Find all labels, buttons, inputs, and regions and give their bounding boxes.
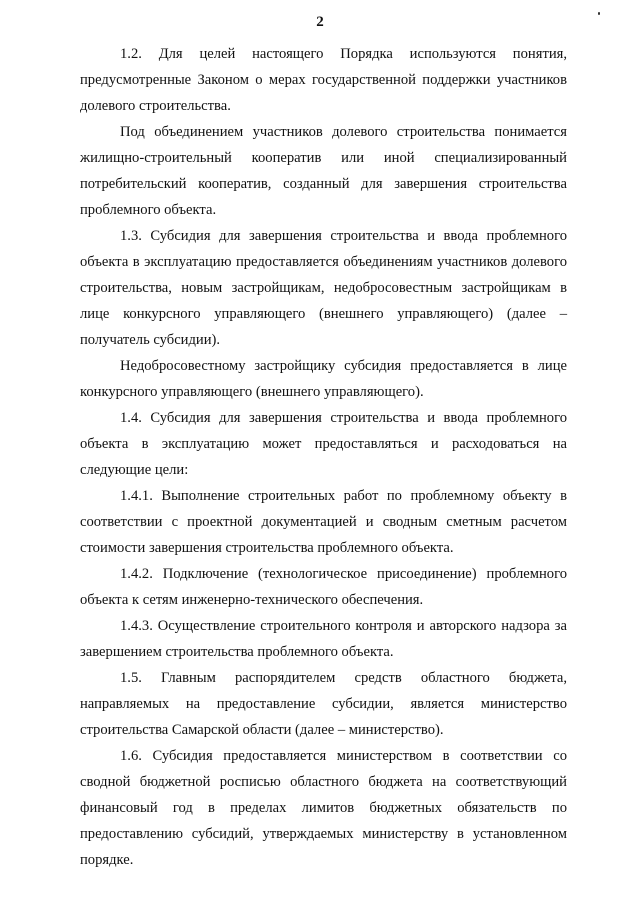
paragraph-1-5: 1.5. Главным распорядителем средств областного бюджета, направляемых на предоставление субсидии, является министерство строительства Самарской области (далее – министерство). [80, 670, 567, 738]
document-body [80, 41, 567, 873]
paragraph-bad-developer: Недобросовестному застройщику субсидия предоставляется в лице конкурсного управляющего (внешнего управляющего). [80, 358, 567, 400]
scan-speck [598, 12, 600, 15]
paragraph-definition: Под объединением участников долевого строительства понимается жилищно-строительный кооператив или иной специализированный потребительский кооператив, созданный для завершения строительства проблемного объекта. [80, 124, 567, 218]
paragraph-1-4-2: 1.4.2. Подключение (технологическое присоединение) проблемного объекта к сетям инженерно-технического обеспечения. [80, 566, 567, 608]
paragraph-1-6: 1.6. Субсидия предоставляется министерством в соответствии со сводной бюджетной росписью областного бюджета на соответствующий финансовый год в пределах лимитов бюджетных обязательств по предоставлению субсидий, утверждаемых министерству в установленном порядке. [80, 748, 567, 868]
paragraph-1-4-3: 1.4.3. Осуществление строительного контроля и авторского надзора за завершением строительства проблемного объекта. [80, 618, 567, 660]
page-number: 2 [316, 14, 324, 30]
paragraph-1-4: 1.4. Субсидия для завершения строительства и ввода проблемного объекта в эксплуатацию может предоставляться и расходоваться на следующие цели: [80, 410, 567, 478]
paragraph-1-2: 1.2. Для целей настоящего Порядка используются понятия, предусмотренные Законом о мерах государственной поддержки участников долевого строительства. [80, 46, 567, 114]
paragraph-1-3: 1.3. Субсидия для завершения строительства и ввода проблемного объекта в эксплуатацию предоставляется объединениям участников долевого строительства, новым застройщикам, недобросовестным застройщикам в лице конкурсного управляющего (внешнего управляющего) (далее – получатель субсидии). [80, 228, 567, 348]
paragraph-1-4-1: 1.4.1. Выполнение строительных работ по проблемному объекту в соответствии с проектной документацией и сводным сметным расчетом стоимости завершения строительства проблемного объекта. [80, 488, 567, 556]
